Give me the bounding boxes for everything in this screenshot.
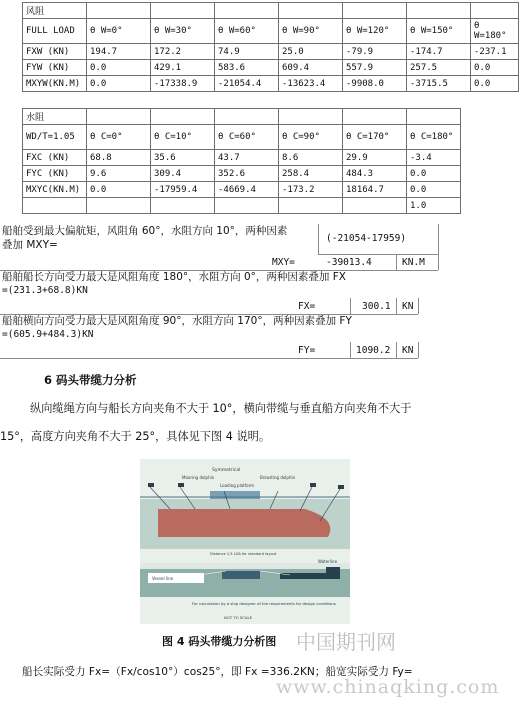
table-cell: 0.0 [407,182,461,198]
water-header-cell: θ C=90° [279,125,343,150]
table-cell: 1.0 [407,198,461,214]
wind-header-cell: θ W=150° [407,19,471,44]
water-header-row [23,125,461,150]
table-row [23,198,461,214]
table-cell: 8.6 [279,150,343,166]
section-heading: 6 码头带缆力分析 [44,373,137,387]
ship-hull [158,509,330,537]
table-cell: 0.0 [471,60,519,76]
table-cell: 74.9 [215,44,279,60]
wind-header-cell: θ W=180° [471,19,519,44]
table-cell: -3715.5 [407,76,471,92]
label-symmetrical: Symmetrical [212,468,241,473]
table-cell [151,198,215,214]
bottom-line: 船长实际受力 Fx=（Fx/cos10°）cos25°，即 Fx =336.2KN；船宽实际受力 Fy= [22,666,413,678]
water-header-cell: θ C=170° [343,125,407,150]
figure-caption: 图 4 码头带缆力分析图 [162,635,277,648]
table-cell: 68.8 [87,150,151,166]
wind-header-cell: θ W=60° [215,19,279,44]
table-cell: 43.7 [215,150,279,166]
wind-header-cell: θ W=0° [87,19,151,44]
table-cell: 0.0 [87,76,151,92]
wind-header-cell: θ W=90° [279,19,343,44]
table-row [23,60,519,76]
summary-fy-unit: KN [402,345,414,356]
label-mooring: Mooring dolphin [182,475,215,480]
wind-header-cell: FULL LOAD [23,19,87,44]
wind-table-title: 风阻 [23,3,87,19]
label-waterline: Waterline [318,559,338,564]
table-row [23,182,461,198]
water-table-body [23,150,461,214]
mooring-figure [140,459,350,624]
water-header-cell: θ C=60° [215,125,279,150]
table-cell [279,198,343,214]
table-cell: 257.5 [407,60,471,76]
table-cell: 484.3 [343,166,407,182]
wind-header-cell: θ W=120° [343,19,407,44]
section-paragraph-line1: 纵向缆绳方向与船长方向夹角不大于 10°，横向带缆与垂直船方向夹角不大于 [30,402,412,415]
table-cell: 609.4 [279,60,343,76]
table-cell: -9908.0 [343,76,407,92]
water-table-title: 水阻 [23,109,87,125]
row-label: FYW (KN) [23,60,87,76]
table-cell: 0.0 [407,166,461,182]
table-cell [343,198,407,214]
table-cell: 25.0 [279,44,343,60]
summary-fx-unit: KN [402,301,414,312]
label-note: For calculation by a ship designer of the requirements for design conditions [192,601,336,606]
table-cell: 172.2 [151,44,215,60]
table-cell: -13623.4 [279,76,343,92]
summary-fx-value: 300.1 [362,301,391,312]
summary-fy-label: FY= [298,345,316,356]
summary-fx-label: FX= [298,301,316,312]
table-cell: -17338.9 [151,76,215,92]
water-header-cell: WD/T=1.05 [23,125,87,150]
table-row [23,76,519,92]
table-cell: -173.2 [279,182,343,198]
table-cell: 429.1 [151,60,215,76]
label-not-to-scale: NOT TO SCALE [224,615,253,620]
table-cell: -3.4 [407,150,461,166]
table-cell: 9.6 [87,166,151,182]
summary-mxy-text: 船舶受到最大偏航矩，风阻角 60°，水阻方向 10°，两种因素 叠加 MXY= [2,225,288,251]
row-label: FXW (KN) [23,44,87,60]
summary-mxy-unit: KN.M [402,257,425,268]
table-cell: 258.4 [279,166,343,182]
wind-resistance-table [22,2,519,92]
row-label: MXYW(KN.M) [23,76,87,92]
summary-fx-text: 船舶船长方向受力最大是风阻角度 180°，水阻方向 0°，两种因素叠加 FX =(231.3+68.8)KN [2,271,346,296]
table-cell: 35.6 [151,150,215,166]
table-cell: -4669.4 [215,182,279,198]
table-cell: 309.4 [151,166,215,182]
wind-table-body [23,44,519,92]
label-distance: Distance 1.5 LOA for standard layout [210,552,277,556]
wind-header-row [23,19,519,44]
row-label: FXC (KN) [23,150,87,166]
label-vessel-line: Vessel line [152,576,174,581]
row-label: MXYC(KN.M) [23,182,87,198]
water-header-cell: θ C=10° [151,125,215,150]
table-row [23,44,519,60]
table-cell: 194.7 [87,44,151,60]
summary-mxy-value: -39013.4 [326,257,372,268]
table-cell [87,198,151,214]
water-header-cell: θ C=0° [87,125,151,150]
watermark-url: www.chinaqking.com [276,676,500,698]
table-cell: 0.0 [87,60,151,76]
row-label: FYC (KN) [23,166,87,182]
table-row [23,150,461,166]
table-cell: -174.7 [407,44,471,60]
summary-block [0,224,440,358]
table-cell: 18164.7 [343,182,407,198]
table-cell: -21054.4 [215,76,279,92]
water-resistance-table [22,108,461,214]
table-cell [215,198,279,214]
summary-mxy-expr: (-21054-17959) [326,233,407,244]
summary-fy-text: 船舶横向方向受力最大是风阻角度 90°，水阻方向 170°，两种因素叠加 FY =(605.9+484.3)KN [2,315,352,340]
table-cell: 29.9 [343,150,407,166]
mooring-diagram [140,459,350,624]
label-breasting: Breasting dolphin [260,475,296,480]
table-cell: 557.9 [343,60,407,76]
table-row [23,166,461,182]
table-cell: 583.6 [215,60,279,76]
row-label [23,198,87,214]
table-cell: -17959.4 [151,182,215,198]
table-cell: 0.0 [471,76,519,92]
label-loading: Loading platform [220,483,255,488]
table-cell: -79.9 [343,44,407,60]
section-paragraph-line2: 15°，高度方向夹角不大于 25°，具体见下图 4 说明。 [0,430,271,443]
table-cell: 0.0 [87,182,151,198]
summary-mxy-label: MXY= [272,257,295,268]
table-cell: -237.1 [471,44,519,60]
watermark-cn: 中国期刊网 [296,630,396,654]
summary-fy-value: 1090.2 [356,345,391,356]
wind-header-cell: θ W=30° [151,19,215,44]
water-header-cell: θ C=180° [407,125,461,150]
table-cell: 352.6 [215,166,279,182]
loading-platform [210,491,260,499]
